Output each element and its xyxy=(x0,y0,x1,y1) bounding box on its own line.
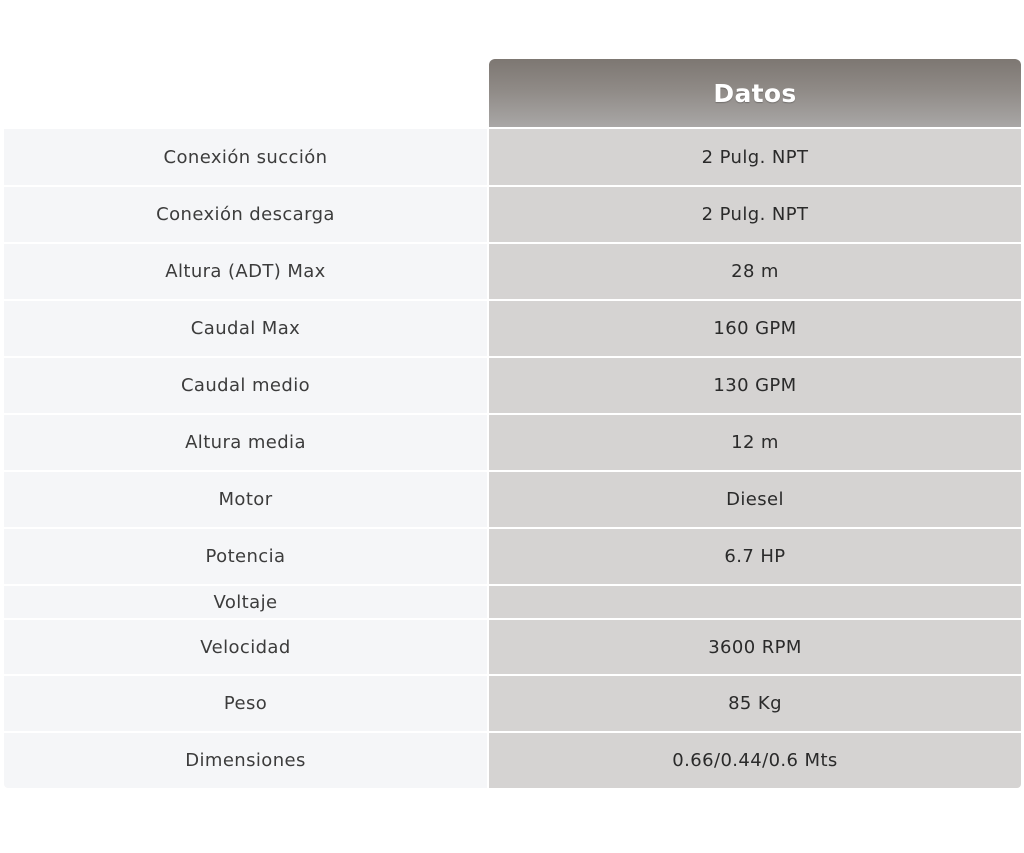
table-row xyxy=(4,244,1021,299)
table-row xyxy=(4,586,1021,618)
row-label: Caudal Max xyxy=(4,301,487,356)
row-value: 0.66/0.44/0.6 Mts xyxy=(489,733,1021,788)
row-label: Conexión descarga xyxy=(4,187,487,242)
table-row xyxy=(4,415,1021,470)
row-label: Altura (ADT) Max xyxy=(4,244,487,299)
row-label: Motor xyxy=(4,472,487,527)
row-label: Velocidad xyxy=(4,620,487,674)
row-value: 6.7 HP xyxy=(489,529,1021,584)
table-row xyxy=(4,358,1021,413)
header-spacer xyxy=(4,59,489,127)
row-value: 28 m xyxy=(489,244,1021,299)
row-value: 2 Pulg. NPT xyxy=(489,187,1021,242)
row-value: 85 Kg xyxy=(489,676,1021,731)
table-header-row xyxy=(4,59,1021,127)
table-row xyxy=(4,676,1021,731)
table-row xyxy=(4,529,1021,584)
row-value: 2 Pulg. NPT xyxy=(489,129,1021,185)
row-value xyxy=(489,586,1021,618)
row-value: 3600 RPM xyxy=(489,620,1021,674)
row-value: 12 m xyxy=(489,415,1021,470)
row-value: Diesel xyxy=(489,472,1021,527)
row-label: Altura media xyxy=(4,415,487,470)
row-value: 160 GPM xyxy=(489,301,1021,356)
row-label: Caudal medio xyxy=(4,358,487,413)
table-row xyxy=(4,129,1021,185)
table-row xyxy=(4,620,1021,674)
table-row xyxy=(4,301,1021,356)
header-datos: Datos xyxy=(489,59,1021,127)
table-row xyxy=(4,187,1021,242)
row-label: Peso xyxy=(4,676,487,731)
row-label: Voltaje xyxy=(4,586,487,618)
table-row xyxy=(4,733,1021,788)
table-row xyxy=(4,472,1021,527)
row-value: 130 GPM xyxy=(489,358,1021,413)
spec-table xyxy=(4,59,1021,788)
row-label: Conexión succión xyxy=(4,129,487,185)
row-label: Dimensiones xyxy=(4,733,487,788)
row-label: Potencia xyxy=(4,529,487,584)
